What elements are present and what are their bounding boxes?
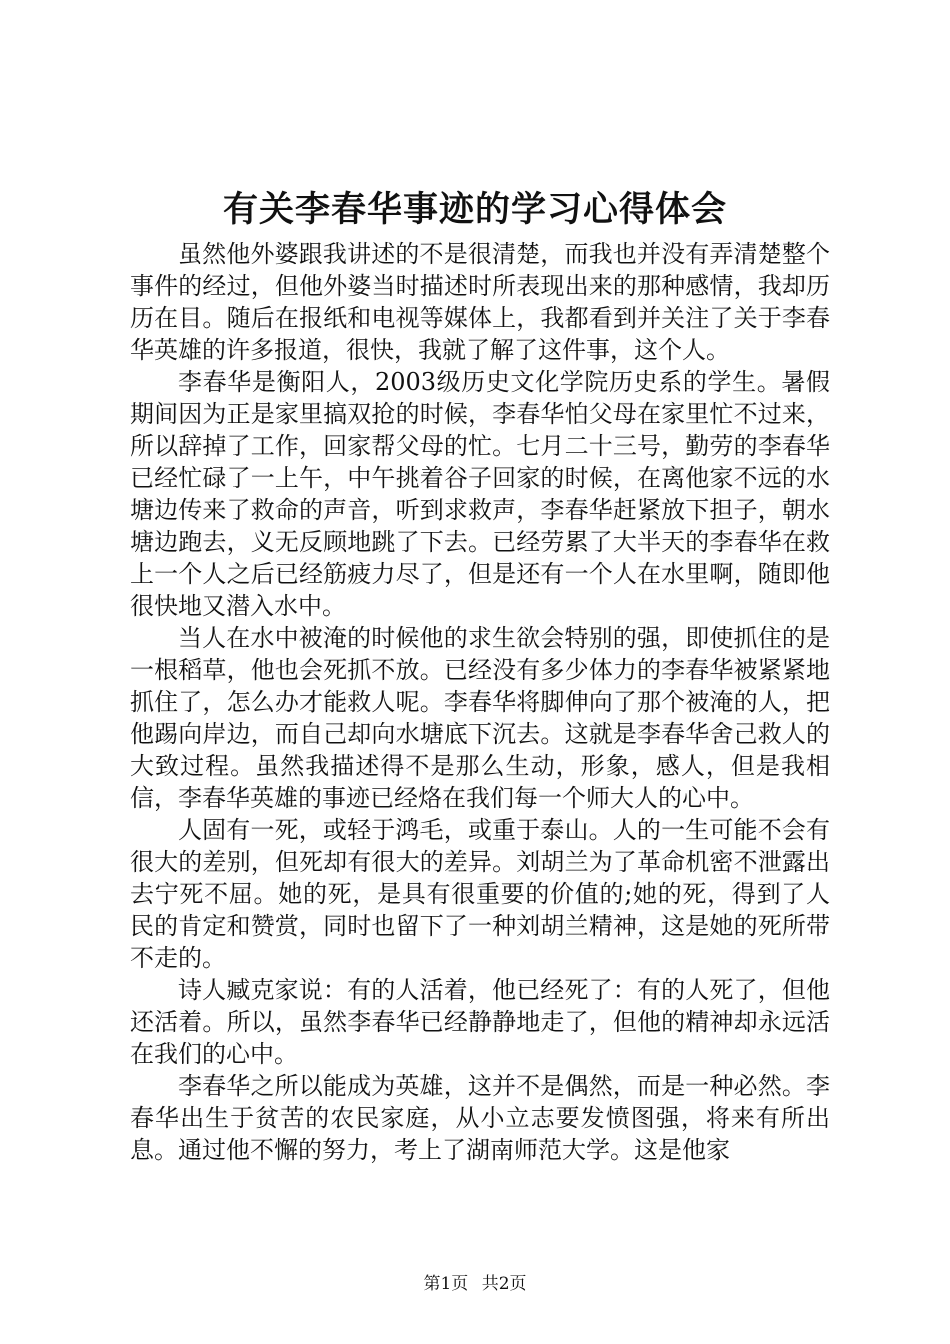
paragraph: 诗人臧克家说：有的人活着，他已经死了：有的人死了，但他还活着。所以，虽然李春华已经静静地走了，但他的精神却永远活在我们的心中。 [130,976,830,1068]
page-footer [0,1272,950,1296]
paragraph: 人固有一死，或轻于鸿毛，或重于泰山。人的一生可能不会有很大的差别，但死却有很大的差异。刘胡兰为了革命机密不泄露出去宁死不屈。她的死，是具有很重要的价值的;她的死，得到了人民的肯定和赞赏，同时也留下了一种刘胡兰精神，这是她的死所带不走的。 [130,816,830,972]
document-body [130,238,830,1166]
paragraph: 当人在水中被淹的时候他的求生欲会特别的强，即使抓住的是一根稻草，他也会死抓不放。已经没有多少体力的李春华被紧紧地抓住了，怎么办才能救人呢。李春华将脚伸向了那个被淹的人，把他踢向岸边，而自己却向水塘底下沉去。这就是李春华舍己救人的大致过程。虽然我描述得不是那么生动，形象，感人，但是我相信，李春华英雄的事迹已经烙在我们每一个师大人的心中。 [130,624,830,812]
page-total: 共2页 [481,1274,527,1294]
paragraph: 李春华是衡阳人，2003级历史文化学院历史系的学生。暑假期间因为正是家里搞双抢的时候，李春华怕父母在家里忙不过来，所以辞掉了工作，回家帮父母的忙。七月二十三号，勤劳的李春华已经忙碌了一上午，中午挑着谷子回家的时候，在离他家不远的水塘边传来了救命的声音，听到求救声，李春华赶紧放下担子，朝水塘边跑去，义无反顾地跳了下去。已经劳累了大半天的李春华在救上一个人之后已经筋疲力尽了，但是还有一个人在水里啊，随即他很快地又潜入水中。 [130,368,830,620]
paragraph: 李春华之所以能成为英雄，这并不是偶然，而是一种必然。李春华出生于贫苦的农民家庭，从小立志要发愤图强，将来有所出息。通过他不懈的努力，考上了湖南师范大学。这是他家 [130,1072,830,1164]
page-number: 第1页 [423,1274,469,1294]
page-title: 有关李春华事迹的学习心得体会 [222,189,727,230]
paragraph: 虽然他外婆跟我讲述的不是很清楚，而我也并没有弄清楚整个事件的经过，但他外婆当时描述时所表现出来的那种感情，我却历历在目。随后在报纸和电视等媒体上，我都看到并关注了关于李春华英雄的许多报道，很快，我就了解了这件事，这个人。 [130,240,830,364]
